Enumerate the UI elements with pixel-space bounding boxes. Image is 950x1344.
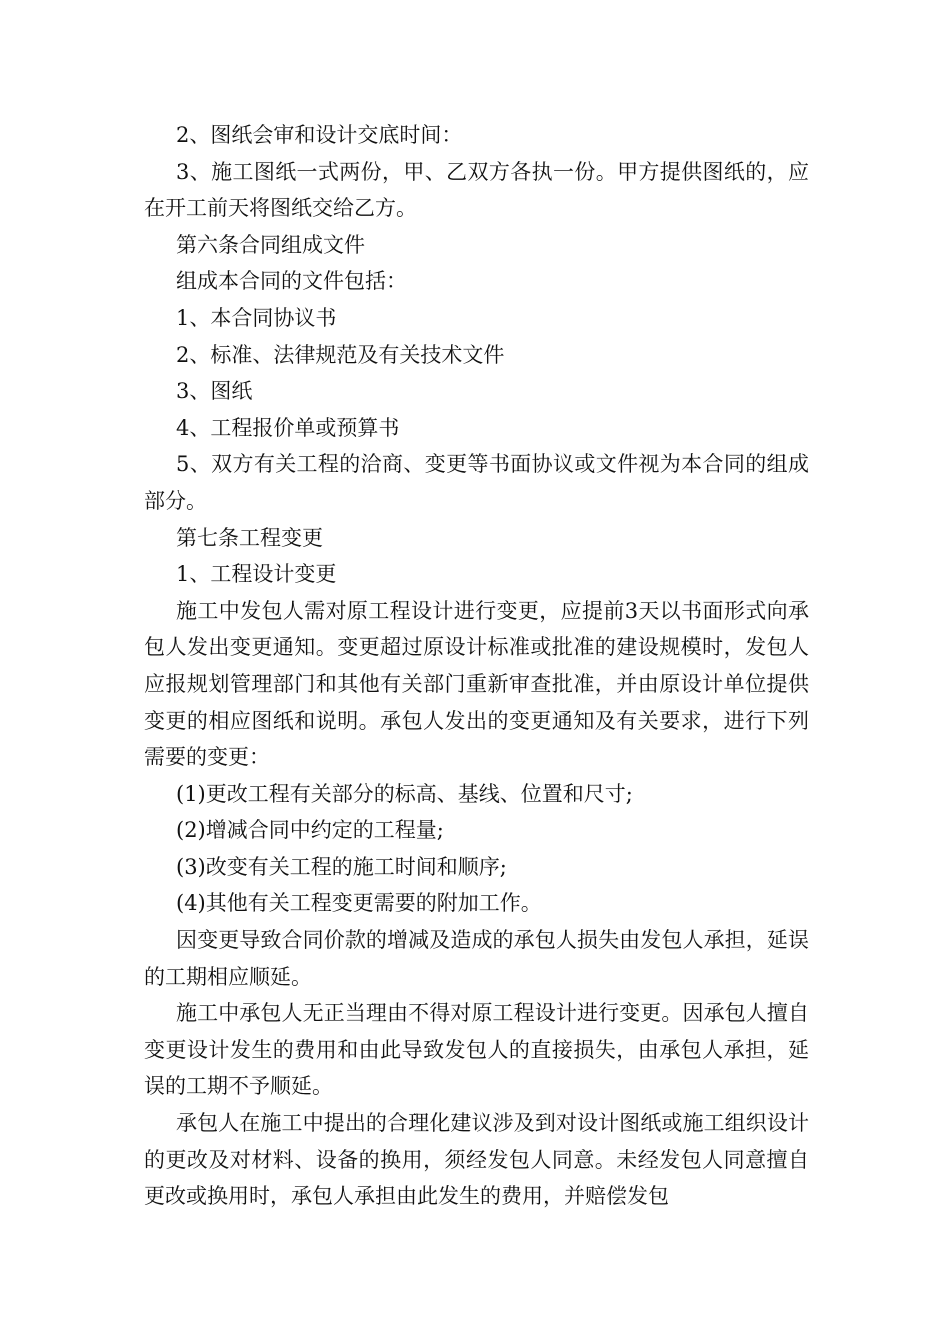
list-item-standards: 2、标准、法律规范及有关技术文件 [176,342,505,367]
document-body [144,117,809,1215]
list-item-change-3: (3)改变有关工程的施工时间和顺序; [176,854,507,879]
list-item-written-agreements: 5、双方有关工程的洽商、变更等书面协议或文件视为本合同的组成部分。 [144,452,809,513]
list-item-drawings: 3、图纸 [176,379,253,404]
paragraph-change-cost: 因变更导致合同价款的增减及造成的承包人损失由发包人承担，延误的工期相应顺延。 [144,928,809,989]
paragraph-drawing-copies: 3、施工图纸一式两份，甲、乙双方各执一份。甲方提供图纸的，应在开工前天将图纸交给乙方。 [144,159,809,221]
heading-article-six: 第六条合同组成文件 [176,232,365,257]
paragraph-contractor-no-change: 施工中承包人无正当理由不得对原工程设计进行变更。因承包人擅自变更设计发生的费用和由此导致发包人的直接损失，由承包人承担，延误的工期不予顺延。 [144,1001,809,1099]
paragraph-design-change-notice: 施工中发包人需对原工程设计进行变更，应提前3天以书面形式向承包人发出变更通知。变更超过原设计标准或批准的建设规模时，发包人应报规划管理部门和其他有关部门重新审查批准，并由原设计单位提供变更的相应图纸和说明。承包人发出的变更通知及有关要求，进行下列需要的变更： [144,598,809,770]
list-item-change-2: (2)增减合同中约定的工程量; [176,818,444,843]
list-item-change-1: (1)更改工程有关部分的标高、基线、位置和尺寸; [176,781,633,806]
list-item-quotation: 4、工程报价单或预算书 [176,415,400,440]
paragraph-drawing-review: 2、图纸会审和设计交底时间： [176,123,463,147]
list-item-change-4: (4)其他有关工程变更需要的附加工作。 [176,891,542,916]
paragraph-contract-documents-intro: 组成本合同的文件包括： [176,269,407,294]
subheading-design-change: 1、工程设计变更 [176,562,337,587]
list-item-agreement: 1、本合同协议书 [176,305,337,330]
paragraph-rationalization-proposal: 承包人在施工中提出的合理化建议涉及到对设计图纸或施工组织设计的更改及对材料、设备的换用，须经发包人同意。未经发包人同意擅自更改或换用时，承包人承担由此发生的费用，并赔偿发包 [144,1111,809,1209]
heading-article-seven: 第七条工程变更 [176,525,323,550]
